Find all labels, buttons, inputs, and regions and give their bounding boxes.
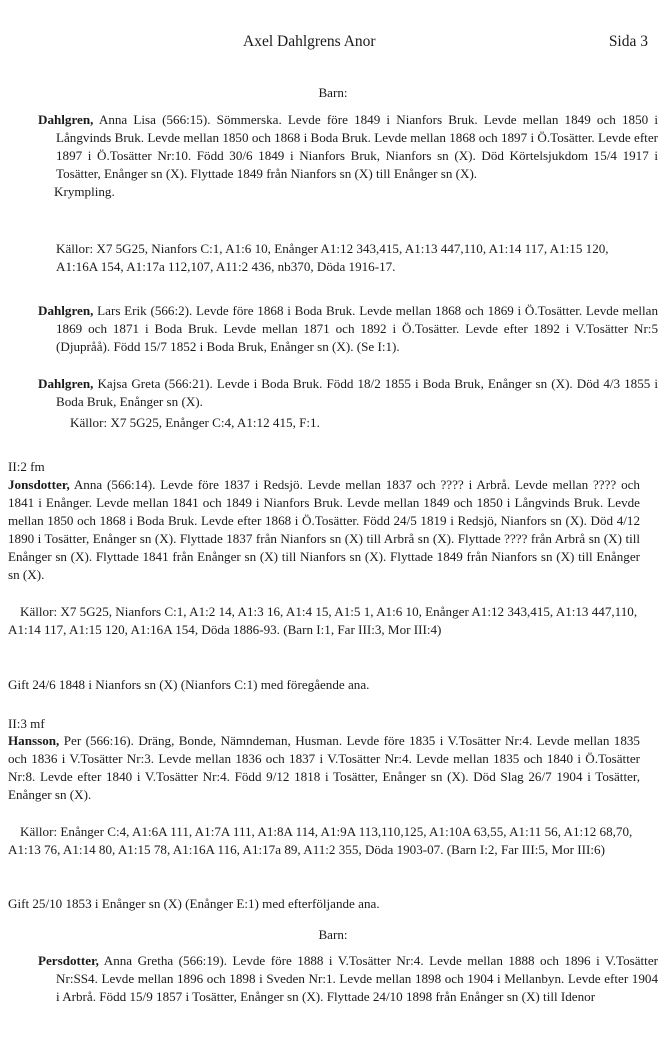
person-surname: Dahlgren, [38,303,94,318]
person-entry [38,111,658,201]
children-heading: Barn: [318,85,348,100]
page-title: Axel Dahlgrens Anor [243,33,376,50]
generation-ref: II:3 mf [8,716,45,731]
person-entry [38,375,658,411]
marriage-text: Gift 25/10 1853 i Enånger sn (X) (Enånger E:1) med efterföljande ana. [8,896,380,911]
person-details: Anna (566:14). Levde före 1837 i Redsjö. Levde mellan 1837 och ???? i Arbrå. Levde mellan ???? och 1841 i Enånger. Levde mellan 1841 och 1849 i Nianfors Bruk. Levde mellan 1849 och 1850 i Långvinds Bruk. Levde mellan 1850 och 1868 i Boda Bruk. Levde efter 1868 i Ö.Tosätter. Född 24/5 1819 i Redsjö, Nianfors sn (X). Död 4/12 1890 i Tosätter, Enånger sn (X). Flyttade 1837 från Nianfors sn (X) till Arbrå sn (X). Flyttade ???? från Arbrå sn (X) till Enånger sn (X). Flyttade 1841 från Enånger sn (X) till Nianfors sn (X). Flyttade 1849 från Nianfors sn (X) till Enånger sn (X). [8,477,640,582]
person-details: Per (566:16). Dräng, Bonde, Nämndeman, Husman. Levde före 1835 i V.Tosätter Nr:4. Levde mellan 1835 och 1836 i V.Tosätter Nr:3. Levde mellan 1836 och 1837 i V.Tosätter Nr:4. Levde mellan 1835 och 1840 i Ö.Tosätter Nr:8. Levde efter 1840 i V.Tosätter Nr:4. Född 9/12 1818 i Tosätter, Enånger sn (X). Död Slag 26/7 1904 i Tosätter, Enånger sn (X). [8,733,640,802]
person-entry [8,732,640,804]
person-surname: Jonsdotter, [8,477,70,492]
marriage-text: Gift 24/6 1848 i Nianfors sn (X) (Nianfors C:1) med föregående ana. [8,677,370,692]
sources-text: Källor: Enånger C:4, A1:6A 111, A1:7A 111, A1:8A 114, A1:9A 113,110,125, A1:10A 63,55, A1:11 56, A1:12 68,70, A1:13 76, A1:14 80, A1:15 78, A1:16A 116, A1:17a 89, A11:2 355, Döda 1903-07. (Barn I:2, Far III:5, Mor III:6) [8,824,633,857]
children-heading: Barn: [318,927,348,942]
generation-ref: II:2 fm [8,459,45,474]
page-header [0,0,666,60]
person-surname: Hansson, [8,733,60,748]
person-surname: Dahlgren, [38,112,94,127]
person-note: Krympling. [54,184,115,199]
person-surname: Persdotter, [38,953,99,968]
person-details: Anna Lisa (566:15). Sömmerska. Levde före 1849 i Nianfors Bruk. Levde mellan 1849 och 1850 i Långvinds Bruk. Levde mellan 1850 och 1868 i Boda Bruk. Levde mellan 1868 och 1897 i Ö.Tosätter. Levde efter 1897 i Ö.Tosätter Nr:10. Född 30/6 1849 i Nianfors Bruk, Nianfors sn (X). Död Körtelsjukdom 15/4 1917 i Tosätter, Enånger sn (X). Flyttade 1849 från Nianfors sn (X) till Enånger sn (X). [56,112,658,181]
sources-text: Källor: X7 5G25, Enånger C:4, A1:12 415, F:1. [70,415,320,430]
person-details: Lars Erik (566:2). Levde före 1868 i Boda Bruk. Levde mellan 1868 och 1869 i Ö.Tosätter. Levde mellan 1869 och 1871 i Boda Bruk. Levde mellan 1871 och 1892 i Ö.Tosätter. Levde efter 1892 i V.Tosätter Nr:5 (Djupråå). Född 15/7 1852 i Boda Bruk, Enånger sn (X). (Se I:1). [56,303,658,354]
person-details: Anna Gretha (566:19). Levde före 1888 i V.Tosätter Nr:4. Levde mellan 1888 och 1896 i V.Tosätter Nr:SS4. Levde mellan 1896 och 1898 i Sveden Nr:1. Levde mellan 1898 och 1904 i Mellanbyn. Levde efter 1904 i Arbrå. Född 15/9 1857 i Tosätter, Enånger sn (X). Flyttade 24/10 1898 från Enånger sn (X) till Idenor [56,953,658,1004]
page-number: Sida 3 [608,33,648,50]
sources-text: Källor: X7 5G25, Nianfors C:1, A1:6 10, Enånger A1:12 343,415, A1:13 447,110, A1:14 117, A1:15 120, A1:16A 154, A1:17a 112,107, A11:2 436, nb370, Döda 1916-17. [56,241,609,274]
person-entry [38,302,658,356]
person-entry [38,952,658,1006]
sources-text: Källor: X7 5G25, Nianfors C:1, A1:2 14, A1:3 16, A1:4 15, A1:5 1, A1:6 10, Enånger A1:12 343,415, A1:13 447,110, A1:14 117, A1:15 120, A1:16A 154, Döda 1886-93. (Barn I:1, Far III:3, Mor III:4) [8,604,638,637]
person-entry [8,476,640,584]
person-surname: Dahlgren, [38,376,94,391]
person-details: Kajsa Greta (566:21). Levde i Boda Bruk. Född 18/2 1855 i Boda Bruk, Enånger sn (X). Död 4/3 1855 i Boda Bruk, Enånger sn (X). [56,376,658,409]
